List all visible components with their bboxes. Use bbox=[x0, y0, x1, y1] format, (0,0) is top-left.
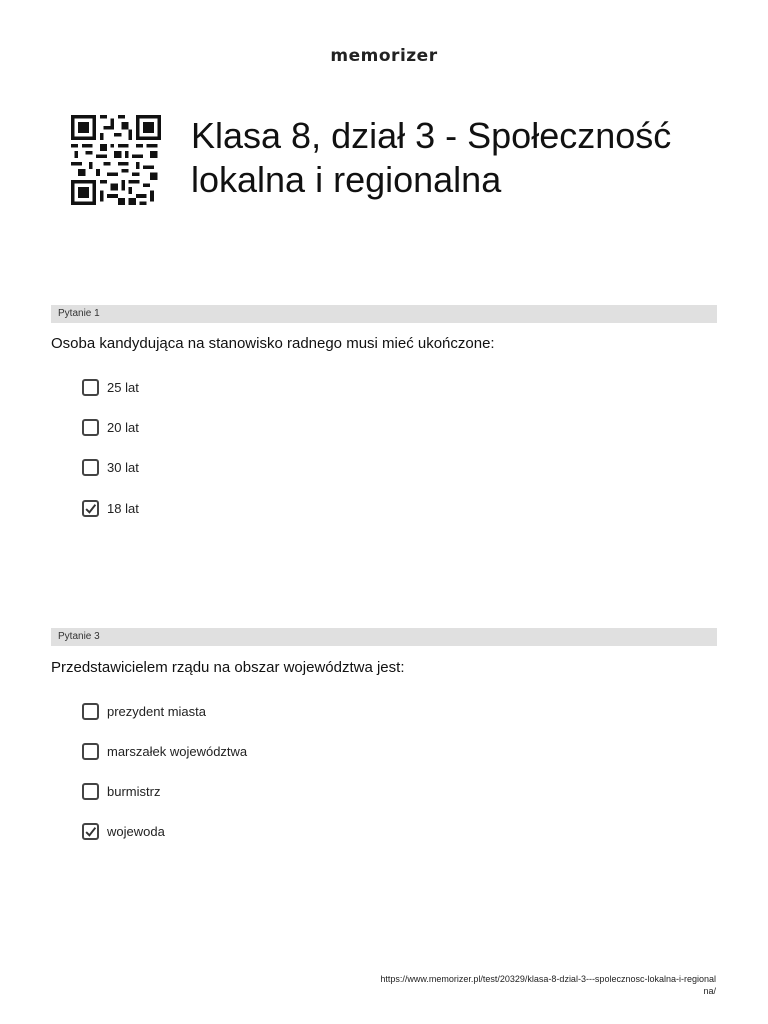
question-text-1: Osoba kandydująca na stanowisko radnego musi mieć ukończone: bbox=[51, 335, 495, 352]
answer-option[interactable] bbox=[82, 457, 139, 477]
answer-label: marszałek województwa bbox=[107, 743, 248, 759]
checkmark-icon bbox=[84, 825, 97, 838]
page-title: Klasa 8, dział 3 - Społeczność lokalna i regionalna bbox=[191, 115, 672, 200]
answer-option[interactable] bbox=[82, 741, 247, 761]
checkbox-checked[interactable] bbox=[82, 500, 99, 517]
answer-label: 30 lat bbox=[107, 459, 139, 475]
checkbox-checked[interactable] bbox=[82, 823, 99, 840]
answer-label: 20 lat bbox=[107, 419, 139, 435]
answer-option[interactable] bbox=[82, 498, 139, 518]
checkbox[interactable] bbox=[82, 379, 99, 396]
answer-label: burmistrz bbox=[107, 783, 161, 799]
answer-label: wojewoda bbox=[107, 823, 165, 839]
answer-option[interactable] bbox=[82, 821, 165, 841]
answer-option[interactable] bbox=[82, 781, 160, 801]
checkbox[interactable] bbox=[82, 419, 99, 436]
question-text-3: Przedstawicielem rządu na obszar województwa jest: bbox=[51, 659, 405, 676]
answer-label: 18 lat bbox=[107, 500, 139, 516]
question-header-3: Pytanie 3 bbox=[51, 628, 717, 646]
answer-label: 25 lat bbox=[107, 379, 139, 395]
answer-option[interactable] bbox=[82, 417, 139, 437]
qr-code-icon bbox=[68, 115, 164, 205]
checkbox[interactable] bbox=[82, 703, 99, 720]
answer-label: prezydent miasta bbox=[107, 703, 206, 719]
checkbox[interactable] bbox=[82, 743, 99, 760]
memorizer-logo: memorizer bbox=[330, 46, 438, 66]
source-url-link[interactable]: https://www.memorizer.pl/test/20329/klasa-8-dzial-3---spolecznosc-lokalna-i-regionalna/ bbox=[380, 974, 716, 996]
question-header-1: Pytanie 1 bbox=[51, 305, 717, 323]
checkbox[interactable] bbox=[82, 459, 99, 476]
answer-option[interactable] bbox=[82, 701, 206, 721]
checkmark-icon bbox=[84, 502, 97, 515]
answer-option[interactable] bbox=[82, 377, 139, 397]
checkbox[interactable] bbox=[82, 783, 99, 800]
